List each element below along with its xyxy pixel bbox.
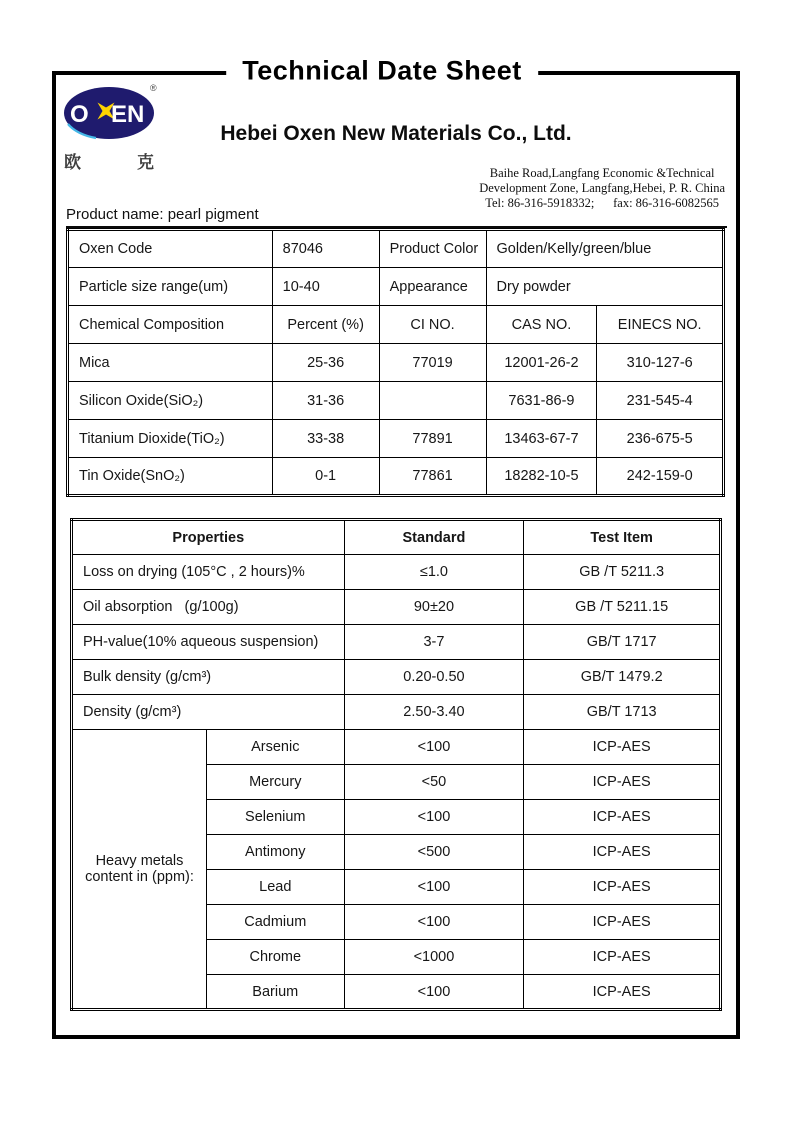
address-line-3: Tel: 86-316-5918332; fax: 86-316-6082565 [485,196,720,210]
composition-header-cell: Percent (%) [272,306,379,344]
table-row [72,730,721,765]
property-cell: Loss on drying (105°C , 2 hours)% [72,555,345,590]
standard-cell: <100 [344,870,524,905]
svg-text:O: O [70,101,89,128]
spec-cell: 236-675-5 [597,420,724,458]
spec-cell: Dry powder [486,268,723,306]
page-title: Technical Date Sheet [226,54,538,89]
spec-cell: Oxen Code [68,230,273,268]
table-row [68,458,724,496]
standard-cell: 2.50-3.40 [344,695,524,730]
metal-cell: Chrome [206,940,344,975]
spec-cell: 31-36 [272,382,379,420]
test-item-cell: GB/T 1713 [524,695,721,730]
composition-header-cell: Chemical Composition [68,306,273,344]
logo-chinese-name [62,148,156,173]
table-row [68,306,724,344]
standard-cell: 3-7 [344,625,524,660]
logo-chinese-char-right: 克 [137,153,154,172]
address-line-1: Baihe Road,Langfang Economic &Technical [489,166,715,180]
test-item-cell: GB/T 1479.2 [524,660,721,695]
metal-cell: Cadmium [206,905,344,940]
spec-cell: Particle size range(um) [68,268,273,306]
standard-cell: <1000 [344,940,524,975]
property-cell: Oil absorption (g/100g) [72,590,345,625]
composition-header-cell: EINECS NO. [597,306,724,344]
metal-cell: Arsenic [206,730,344,765]
spec-cell: Titanium Dioxide(TiO₂) [68,420,273,458]
svg-text:EN: EN [111,101,145,128]
spec-cell: Silicon Oxide(SiO₂) [68,382,273,420]
table-row [72,625,721,660]
test-item-cell: ICP-AES [524,905,721,940]
spec-cell: 77019 [379,344,486,382]
spec-cell: Mica [68,344,273,382]
spec-cell: Appearance [379,268,486,306]
property-cell: PH-value(10% aqueous suspension) [72,625,345,660]
heavy-metals-label-cell: Heavy metals content in (ppm): [72,730,207,1010]
product-name-label: Product name: pearl pigment [66,206,727,228]
standard-header: Standard [344,520,524,555]
table-row [68,420,724,458]
test-item-cell: ICP-AES [524,940,721,975]
test-item-cell: ICP-AES [524,835,721,870]
property-cell: Bulk density (g/cm³) [72,660,345,695]
spec-cell: 13463-67-7 [486,420,597,458]
property-cell: Density (g/cm³) [72,695,345,730]
spec-cell: Golden/Kelly/green/blue [486,230,723,268]
spec-cell [379,382,486,420]
metal-cell: Barium [206,975,344,1010]
test-item-cell: GB /T 5211.15 [524,590,721,625]
spec-cell: 25-36 [272,344,379,382]
metal-cell: Selenium [206,800,344,835]
registered-trademark-icon: ® [150,83,157,93]
test-item-cell: ICP-AES [524,975,721,1010]
company-address [479,166,725,211]
spec-cell: Tin Oxide(SnO₂) [68,458,273,496]
test-item-header: Test Item [524,520,721,555]
spec-cell: 77891 [379,420,486,458]
logo-chinese-char-left: 欧 [64,153,81,172]
spec-cell: 10-40 [272,268,379,306]
spec-cell: 12001-26-2 [486,344,597,382]
spec-cell: 77861 [379,458,486,496]
test-item-cell: ICP-AES [524,730,721,765]
spec-cell: 0-1 [272,458,379,496]
spec-cell: 18282-10-5 [486,458,597,496]
standard-cell: <100 [344,800,524,835]
properties-table [70,518,722,1011]
table-row [72,590,721,625]
composition-header-cell: CAS NO. [486,306,597,344]
address-line-2: Development Zone, Langfang,Hebei, P. R. China [479,181,725,195]
standard-cell: <100 [344,905,524,940]
table-row [72,695,721,730]
table-row [72,660,721,695]
table-row [68,344,724,382]
spec-cell: 242-159-0 [597,458,724,496]
metal-cell: Antimony [206,835,344,870]
test-item-cell: GB /T 5211.3 [524,555,721,590]
table-row [68,382,724,420]
test-item-cell: ICP-AES [524,870,721,905]
table-row [72,520,721,555]
properties-header: Properties [72,520,345,555]
standard-cell: <500 [344,835,524,870]
standard-cell: <100 [344,975,524,1010]
product-spec-table [66,228,725,497]
spec-cell: 7631-86-9 [486,382,597,420]
spec-cell: 310-127-6 [597,344,724,382]
standard-cell: 90±20 [344,590,524,625]
standard-cell: <50 [344,765,524,800]
standard-cell: 0.20-0.50 [344,660,524,695]
metal-cell: Lead [206,870,344,905]
spec-cell: 33-38 [272,420,379,458]
table-row [68,230,724,268]
composition-header-cell: CI NO. [379,306,486,344]
company-name: Hebei Oxen New Materials Co., Ltd. [220,122,572,145]
standard-cell: ≤1.0 [344,555,524,590]
metal-cell: Mercury [206,765,344,800]
spec-cell: 87046 [272,230,379,268]
test-item-cell: GB/T 1717 [524,625,721,660]
table-row [72,555,721,590]
spec-cell: 231-545-4 [597,382,724,420]
test-item-cell: ICP-AES [524,765,721,800]
standard-cell: <100 [344,730,524,765]
spec-cell: Product Color [379,230,486,268]
test-item-cell: ICP-AES [524,800,721,835]
table-row [68,268,724,306]
